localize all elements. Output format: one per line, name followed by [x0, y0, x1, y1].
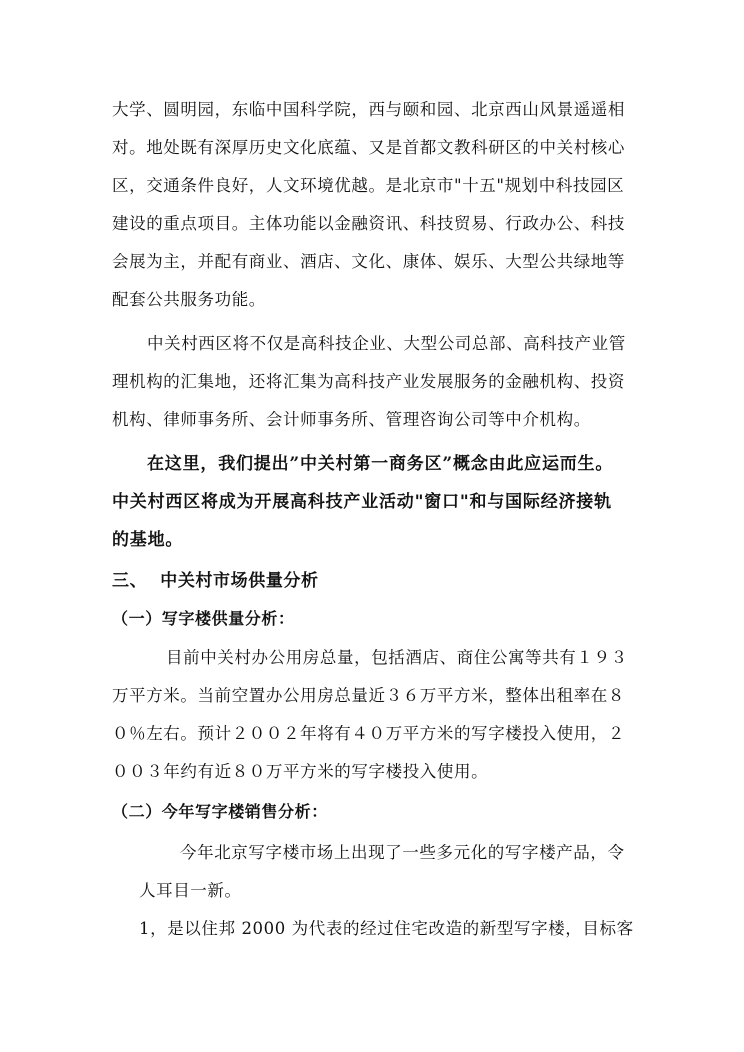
paragraph1-line: 会展为主，并配有商业、酒店、文化、康体、娱乐、大型公共绿地等 [112, 252, 625, 271]
supply-line: ００３年约有近８０万平方米的写字楼投入使用。 [112, 762, 489, 781]
section-heading: 三、 中关村市场供量分析 [112, 571, 319, 591]
paragraph2-line: 机构、律师事务所、会计师事务所、管理咨询公司等中介机构。 [112, 410, 591, 429]
paragraph2-line: 理机构的汇集地，还将汇集为高科技产业发展服务的金融机构、投资 [112, 372, 625, 391]
highlight-line: 在这里，我们提出”中关村第一商务区”概念由此应运而生。 [147, 454, 614, 474]
highlight-line: 的基地。 [112, 530, 184, 550]
sales-line: 今年北京写字楼市场上出现了一些多元化的写字楼产品，令 [180, 843, 625, 862]
paragraph1-line: 大学、圆明园，东临中国科学院，西与颐和园、北京西山风景遥遥相 [112, 100, 625, 119]
supply-line: 目前中关村办公用房总量，包括酒店、商住公寓等共有１９３ [166, 648, 628, 667]
paragraph1-line: 配套公共服务功能。 [112, 290, 266, 309]
supply-line: ０％左右。预计２００２年将有４０万平方米的写字楼投入使用，２ [112, 724, 625, 743]
paragraph1-line: 对。地处既有深厚历史文化底蕴、又是首都文教科研区的中关村核心 [112, 138, 625, 157]
sales-line: 人耳目一新。 [139, 881, 242, 900]
highlight-line: 中关村西区将成为开展高科技产业活动"窗口"和与国际经济接轨 [112, 492, 612, 512]
subsection-heading-supply: （一）写字楼供量分析： [112, 609, 295, 628]
paragraph1-line: 区，交通条件良好，人文环境优越。是北京市"十五"规划中科技园区 [112, 176, 625, 195]
sales-line: 1，是以住邦 2000 为代表的经过住宅改造的新型写字楼，目标客 [139, 919, 634, 938]
subsection-heading-sales: （二）今年写字楼销售分析： [112, 802, 328, 821]
paragraph2-line: 中关村西区将不仅是高科技企业、大型公司总部、高科技产业管 [147, 334, 626, 353]
paragraph1-line: 建设的重点项目。主体功能以金融资讯、科技贸易、行政办公、科技 [112, 214, 625, 233]
supply-line: 万平方米。当前空置办公用房总量近３６万平方米，整体出租率在８ [112, 686, 625, 705]
